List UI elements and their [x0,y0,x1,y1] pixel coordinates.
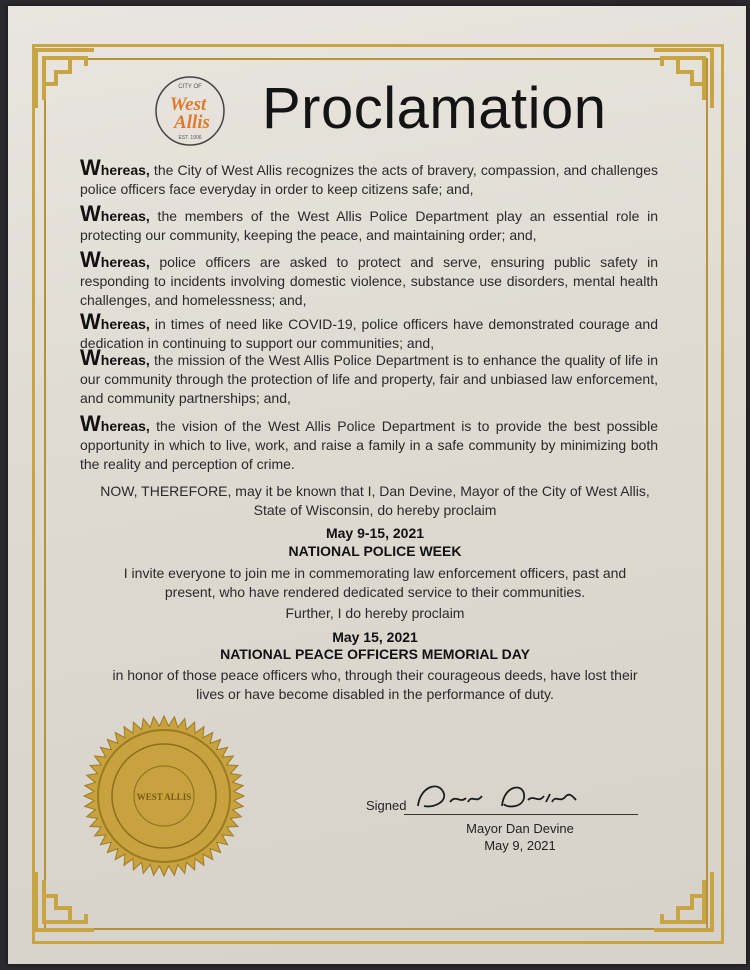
date-memorial-day: May 15, 2021 [332,629,418,645]
event-memorial-day: NATIONAL PEACE OFFICERS MEMORIAL DAY [220,646,530,662]
further-paragraph: Further, I do hereby proclaim [285,605,465,621]
date-police-week: May 9-15, 2021 [325,525,425,541]
signed-label: Signed [366,798,407,813]
handwritten-signature [410,776,580,816]
svg-text:West: West [169,94,207,115]
west-allis-logo [148,72,232,150]
whereas-paragraph-1: Whereas, the City of West Allis recognizes the acts of bravery, compassion, and challenges police officers face everyday in order to keep citizens safe; and, [80,155,658,197]
corner-ornament-bottom-right [648,866,718,936]
invite-paragraph: I invite everyone to join me in commemorating law enforcement officers, past and present, who have rendered dedicated service to their communities. [123,565,627,600]
event-police-week: NATIONAL POLICE WEEK [288,543,462,559]
gold-seal [80,712,248,880]
signature-block [420,820,620,854]
svg-text:CITY OF: CITY OF [178,84,202,90]
svg-text:EST. 1906: EST. 1906 [178,135,202,141]
whereas-paragraph-3: Whereas, police officers are asked to protect and serve, ensuring public safety in responding to incidents involving domestic violence, substance use disorders, mental health challenges, and homelessness; and, [80,247,658,308]
page-title: Proclamation [262,76,607,141]
svg-text:WEST ALLIS: WEST ALLIS [136,792,192,802]
svg-text:Allis: Allis [174,112,210,133]
corner-ornament-top-left [30,44,100,114]
mayor-name: Mayor Dan Devine [466,821,574,836]
whereas-paragraph-4: Whereas, in times of need like COVID-19, police officers have demonstrated courage and dedication in continuing to support our communities; and, [80,309,658,351]
therefore-paragraph: NOW, THEREFORE, may it be known that I, Dan Devine, Mayor of the City of West Allis, State of Wisconsin, do hereby proclaim [100,483,650,518]
whereas-paragraph-2: Whereas, the members of the West Allis Police Department play an essential role in protecting our community, keeping the peace, and maintaining order; and, [80,201,658,243]
honor-paragraph: in honor of those peace officers who, through their courageous deeds, have lost their lives or have become disabled in the performance of duty. [112,667,638,702]
whereas-paragraph-6: Whereas, the vision of the West Allis Police Department is to provide the best possible opportunity in which to live, work, and raise a family in a safe community by minimizing both the reality and perception of crime. [80,411,658,472]
corner-ornament-top-right [648,44,718,114]
signature-date: May 9, 2021 [484,838,556,853]
signature-line [404,814,638,815]
whereas-paragraph-5: Whereas, the mission of the West Allis Police Department is to enhance the quality of life in our community through the protection of life and property, fair and unbiased law enforcement, and community partnerships; and, [80,345,658,406]
